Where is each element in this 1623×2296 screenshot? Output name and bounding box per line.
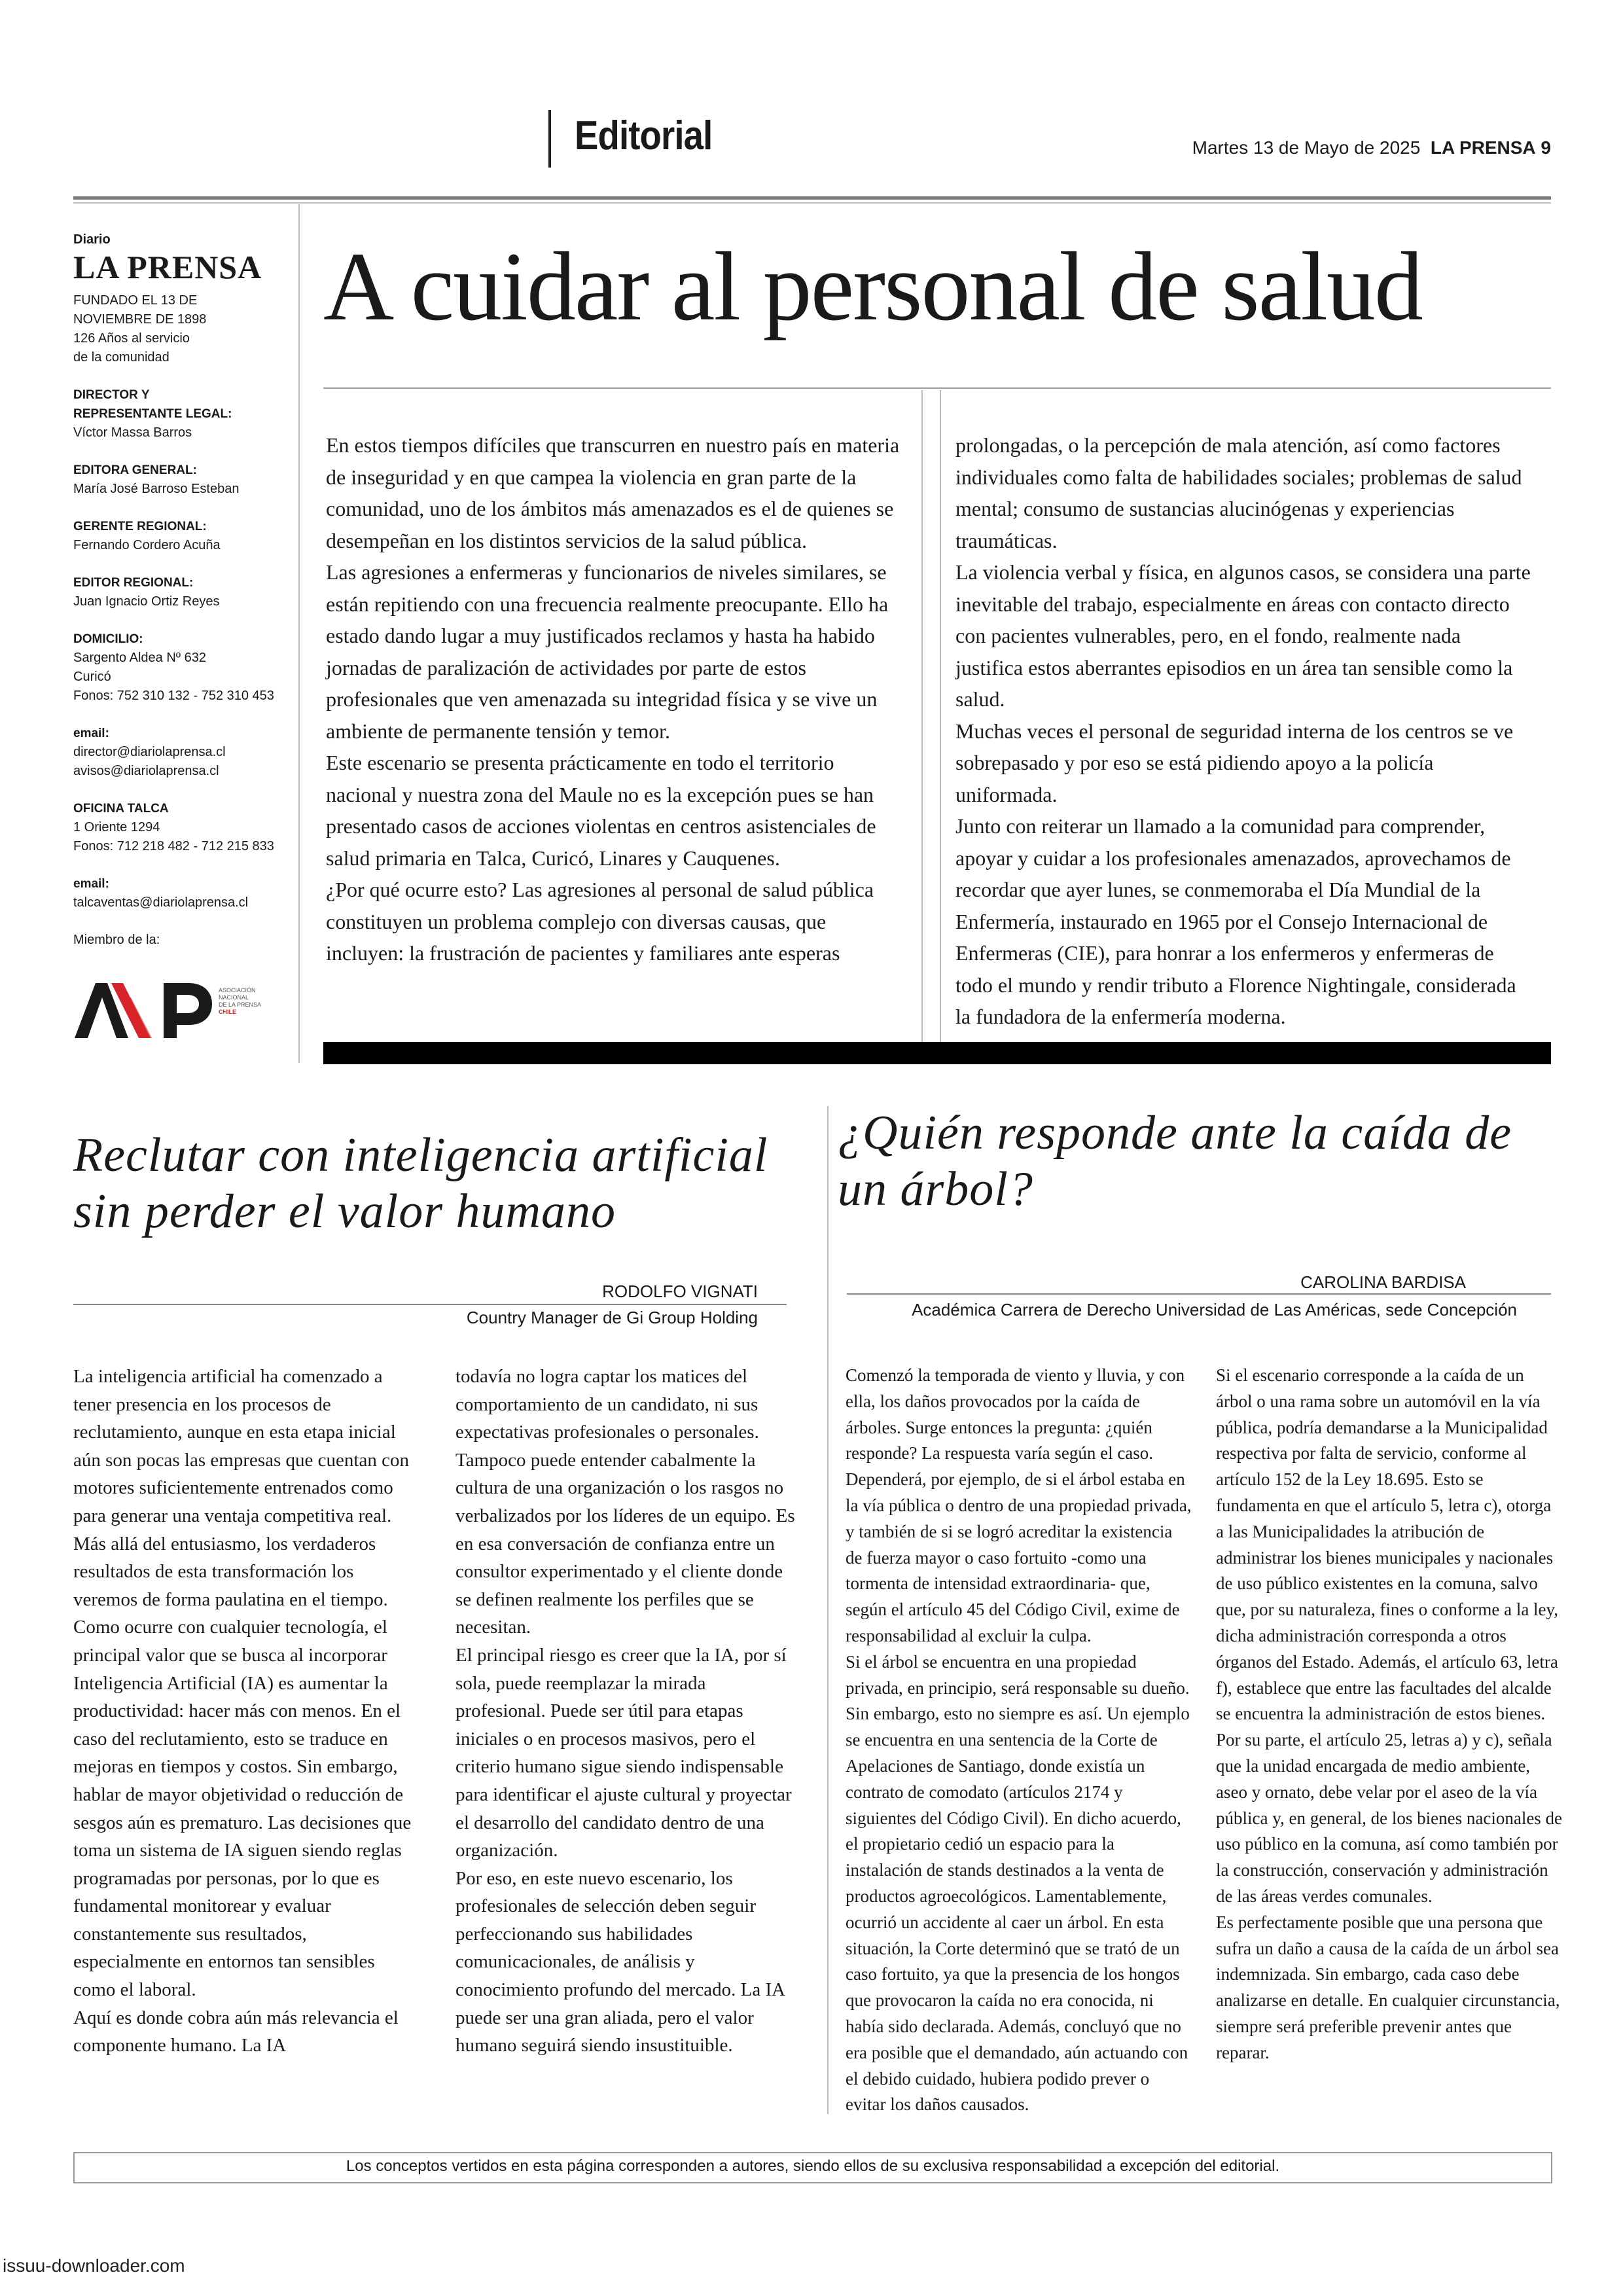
editorial-column-2: [955, 429, 1533, 1033]
masthead-divider: [298, 204, 300, 1063]
address-line: Sargento Aldea Nº 632: [73, 651, 207, 665]
staff-label: DIRECTOR Y: [73, 388, 150, 402]
opinion-paragraph: Es perfectamente posible que una persona que sufra un daño a causa de la caída de un árbol sea indemnizada. Sin embargo, cada caso debe analizarse en detalle. En cualquier circunstancia, siempre será preferible prevenir antes que reparar.: [1216, 1912, 1560, 2062]
header-divider: [548, 110, 551, 168]
email-address: avisos@diariolaprensa.cl: [73, 764, 219, 778]
editorial-paragraph: Muchas veces el personal de seguridad interna de los centros se ve sobrepasado y por eso se está pidiendo apoyo a la policía uniformada.: [955, 719, 1514, 806]
office-address: 1 Oriente 1294: [73, 820, 160, 834]
staff-name: Juan Ignacio Ortiz Reyes: [73, 594, 220, 609]
opinion-column: [73, 1363, 414, 2060]
author-role: Académica Carrera de Derecho Universidad de Las Américas, sede Concepción: [912, 1300, 1517, 1319]
staff-name: Fernando Cordero Acuña: [73, 538, 221, 552]
editorial-title: A cuidar al personal de salud: [323, 232, 1422, 341]
column-divider: [827, 1106, 829, 2114]
byline-rule: [847, 1293, 1551, 1295]
editorial-paragraph: ¿Por qué ocurre esto? Las agresiones al personal de salud pública constituyen un problema complejo con diversas causas, que incluyen: la frustración de pacientes y familiares ante esperas: [326, 878, 874, 965]
watermark: issuu-downloader.com: [3, 2255, 185, 2276]
opinion-column: [846, 1363, 1192, 2118]
author-name: RODOLFO VIGNATI: [602, 1282, 758, 1301]
column-divider: [940, 390, 941, 1042]
section-label: Editorial: [575, 113, 713, 158]
staff-label: GERENTE REGIONAL:: [73, 520, 207, 533]
phone-line: Fonos: 712 218 482 - 712 215 833: [73, 839, 274, 853]
header-rule-thin: [73, 202, 1551, 204]
office-label: OFICINA TALCA: [73, 802, 169, 816]
opinion-paragraph: Si el escenario corresponde a la caída de un árbol o una rama sobre un automóvil en la vía pública, podría demandarse a la Municipalidad respectiva por falta de servicio, conforme al artículo 152 de la Ley 18.695. Esto se fundamenta en que el artículo 5, letra c), otorga a las Municipalidades la atribución de administrar los bienes municipales y nacionales de uso público existentes en la comuna, salvo que, por su naturaleza, fines o conforme a la ley, dicha administración corresponda a otros órganos del Estado. Además, el artículo 63, letra f), establece que entre las facultades del alcalde se encuentra la administración de estos bienes. Por su parte, el artículo 25, letras a) y c), señala que la unidad encargada de medio ambiente, aseo y ornato, debe velar por el aseo de la vía pública y, en general, de los bienes nacionales de uso público en la comuna, así como también por la construcción, conservación y administración de las áreas verdes comunales.: [1216, 1365, 1563, 1906]
anp-logo: [73, 978, 283, 1043]
logo-text-line: NACIONAL: [219, 994, 249, 1001]
editorial-paragraph: Este escenario se presenta prácticamente en todo el territorio nacional y nuestra zona del Maule no es la excepción pues se han presentado casos de acciones violentas en centros asistenciales de salud primaria en Talca, Curicó, Linares y Cauquenes.: [326, 751, 876, 870]
author-name: CAROLINA BARDISA: [1300, 1272, 1466, 1292]
logo-text-line: DE LA PRENSA: [219, 1001, 262, 1008]
editorial-paragraph: La violencia verbal y física, en algunos casos, se considera una parte inevitable del trabajo, especialmente en áreas con contacto directo con pacientes vulnerables, pero, en el fondo, realmente nada justifica estos aberrantes episodios en un área tan sensible como la salud.: [955, 560, 1531, 711]
phone-line: Fonos: 752 310 132 - 752 310 453: [73, 689, 274, 703]
editorial-paragraph: Las agresiones a enfermeras y funcionarios de niveles similares, se están repitiendo con una frecuencia realmente preocupante. Ello ha estado dando lugar a muy justificados reclamos y hasta ha habido jornadas de paralización de actividades por parte de estos profesionales que ven amenazada su integridad física y se vive un ambiente de permanente tensión y temor.: [326, 560, 889, 743]
masthead-name: LA PRENSA: [73, 249, 262, 285]
email-address: director@diariolaprensa.cl: [73, 745, 226, 759]
founded-line: FUNDADO EL 13 DE: [73, 293, 198, 308]
opinion-column: [455, 1363, 796, 2060]
logo-text-line: CHILE: [219, 1009, 236, 1015]
email-label: email:: [73, 726, 109, 740]
opinion-paragraph: El principal riesgo es creer que la IA, por sí sola, puede reemplazar la mirada profesional. Puede ser útil para etapas iniciales o en procesos masivos, pero el criterio humano sigue siendo indispensable para identificar el ajuste cultural y proyectar el desarrollo del candidato dentro de una organización.: [455, 1644, 792, 1861]
editorial-paragraph: En estos tiempos difíciles que transcurren en nuestro país en materia de inseguridad y en que campea la violencia en gran parte de la comunidad, uno de los ámbitos más amenazados es el de quienes se desempeñan en los distintos servicios de la salud pública.: [326, 433, 900, 552]
editorial-paragraph: prolongadas, o la percepción de mala atención, así como factores individuales como falta de habilidades sociales; problemas de salud mental; consumo de sustancias alucinógenas y experiencias traumáticas.: [955, 433, 1522, 552]
opinion-paragraph: Por eso, en este nuevo escenario, los profesionales de selección deben seguir perfeccionando sus habilidades comunicacionales, de análisis y conocimiento profundo del mercado. La IA puede ser una gran aliada, pero el valor humano seguirá siendo insustituible.: [455, 1867, 785, 2056]
masthead-prefix: Diario: [73, 232, 111, 247]
opinion-paragraph: La inteligencia artificial ha comenzado a tener presencia en los procesos de reclutamiento, aunque en esta etapa inicial aún son pocas las empresas que cuentan con motores suficientemente entrenados como para generar una ventaja competitiva real. Más allá del entusiasmo, los verdaderos resultados de esta transformación los veremos de forma paulatina en el tiempo.: [73, 1366, 409, 1610]
staff-label: EDITORA GENERAL:: [73, 463, 197, 477]
address-line: Curicó: [73, 670, 111, 684]
section-separator-band: [323, 1042, 1551, 1064]
founded-line: 126 Años al servicio: [73, 331, 190, 346]
header-date: Martes 13 de Mayo de 2025: [1192, 137, 1421, 158]
editorial-column-1: [326, 429, 903, 969]
opinion-paragraph: Comenzó la temporada de viento y lluvia, y con ella, los daños provocados por la caída de árboles. Surge entonces la pregunta: ¿quién responde? La respuesta varía según el caso. Dependerá, por ejemplo, de si el árbol estaba en la vía pública o dentro de una propiedad privada, y también de si se logró acreditar la existencia de fuerza mayor o caso fortuito -como una tormenta de intensidad extraordinaria- que, según el artículo 45 del Código Civil, exime de responsabilidad al excluir la culpa.: [846, 1365, 1192, 1645]
opinion-title: ¿Quién responde ante la caída de un árbol?: [838, 1106, 1512, 1216]
column-divider: [921, 390, 923, 1042]
opinion-title: Reclutar con inteligencia artificial sin perder el valor humano: [73, 1128, 768, 1238]
byline-rule: [73, 1304, 787, 1305]
email-label: email:: [73, 877, 109, 891]
staff-label: REPRESENTANTE LEGAL:: [73, 407, 232, 421]
member-of-label: Miembro de la:: [73, 933, 160, 947]
staff-label: EDITOR REGIONAL:: [73, 576, 194, 590]
opinion-paragraph: todavía no logra captar los matices del comportamiento de un candidato, ni sus expectativas profesionales o personales. Tampoco puede entender cabalmente la cultura de una organización o los rasgos no verbalizados por los líderes de un equipo. Es en esa conversación de confianza entre un consultor experimentado y el cliente donde se definen realmente los perfiles que se necesitan.: [455, 1366, 795, 1638]
opinion-paragraph: Aquí es donde cobra aún más relevancia el componente humano. La IA: [73, 2007, 399, 2056]
logo-text-line: ASOCIACIÓN: [219, 987, 256, 994]
header-rule: [73, 196, 1551, 200]
founded-line: NOVIEMBRE DE 1898: [73, 312, 207, 327]
opinion-column: [1216, 1363, 1563, 2066]
staff-name: María José Barroso Esteban: [73, 482, 240, 496]
editorial-paragraph: Junto con reiterar un llamado a la comunidad para comprender, apoyar y cuidar a los profesionales amenazados, aprovechamos de recordar que ayer lunes, se conmemoraba el Día Mundial de la Enfermería, instaurado en 1965 por el Consejo Internacional de Enfermeras (CIE), para honrar a los enfermeros y enfermeras de todo el mundo y rendir tributo a Florence Nightingale, considerada la fundadora de la enfermería moderna.: [955, 814, 1516, 1028]
staff-name: Víctor Massa Barros: [73, 425, 192, 440]
email-address: talcaventas@diariolaprensa.cl: [73, 895, 249, 910]
header-paper-name: LA PRENSA: [1430, 137, 1536, 158]
masthead: [73, 230, 289, 950]
editorial-title-rule: [323, 387, 1551, 389]
disclaimer: Los conceptos vertidos en esta página corresponden a autores, siendo ellos de su exclusiva responsabilidad a excepción del editorial.: [346, 2157, 1280, 2175]
author-role: Country Manager de Gi Group Holding: [466, 1308, 758, 1327]
opinion-paragraph: Si el árbol se encuentra en una propiedad privada, en principio, será responsable su dueño. Sin embargo, esto no siempre es así. Un ejemplo se encuentra en una sentencia de la Corte de Apelaciones de Santiago, donde existía un contrato de comodato (artículos 2174 y siguientes del Código Civil). En dicho acuerdo, el propietario cedió un espacio para la instalación de stands destinados a la venta de productos agroecológicos. Lamentablemente, ocurrió un accidente al caer un árbol. En esta situación, la Corte determinó que se trató de un caso fortuito, ya que la presencia de los hongos que provocaron la caída no era conocida, ni había sido declarada. Además, concluyó que no era posible que el demandado, aún actuando con el debido cuidado, hubiera podido prever o evitar los daños causados.: [846, 1651, 1190, 2115]
page-number: 9: [1541, 137, 1551, 158]
founded-line: de la comunidad: [73, 350, 169, 365]
header-date-line: [1113, 137, 1551, 158]
address-label: DOMICILIO:: [73, 632, 143, 646]
opinion-paragraph: Como ocurre con cualquier tecnología, el principal valor que se busca al incorporar Inteligencia Artificial (IA) es aumentar la productividad: hacer más con menos. En el caso del reclutamiento, esto se traduce en mejoras en tiempos y costos. Sin embargo, hablar de mayor objetividad o reducción de sesgos aún es prematuro. Las decisiones que toma un sistema de IA siguen siendo reglas programadas por personas, por lo que es fundamental monitorear y evaluar constantemente sus resultados, especialmente en entornos tan sensibles como el laboral.: [73, 1617, 412, 2001]
